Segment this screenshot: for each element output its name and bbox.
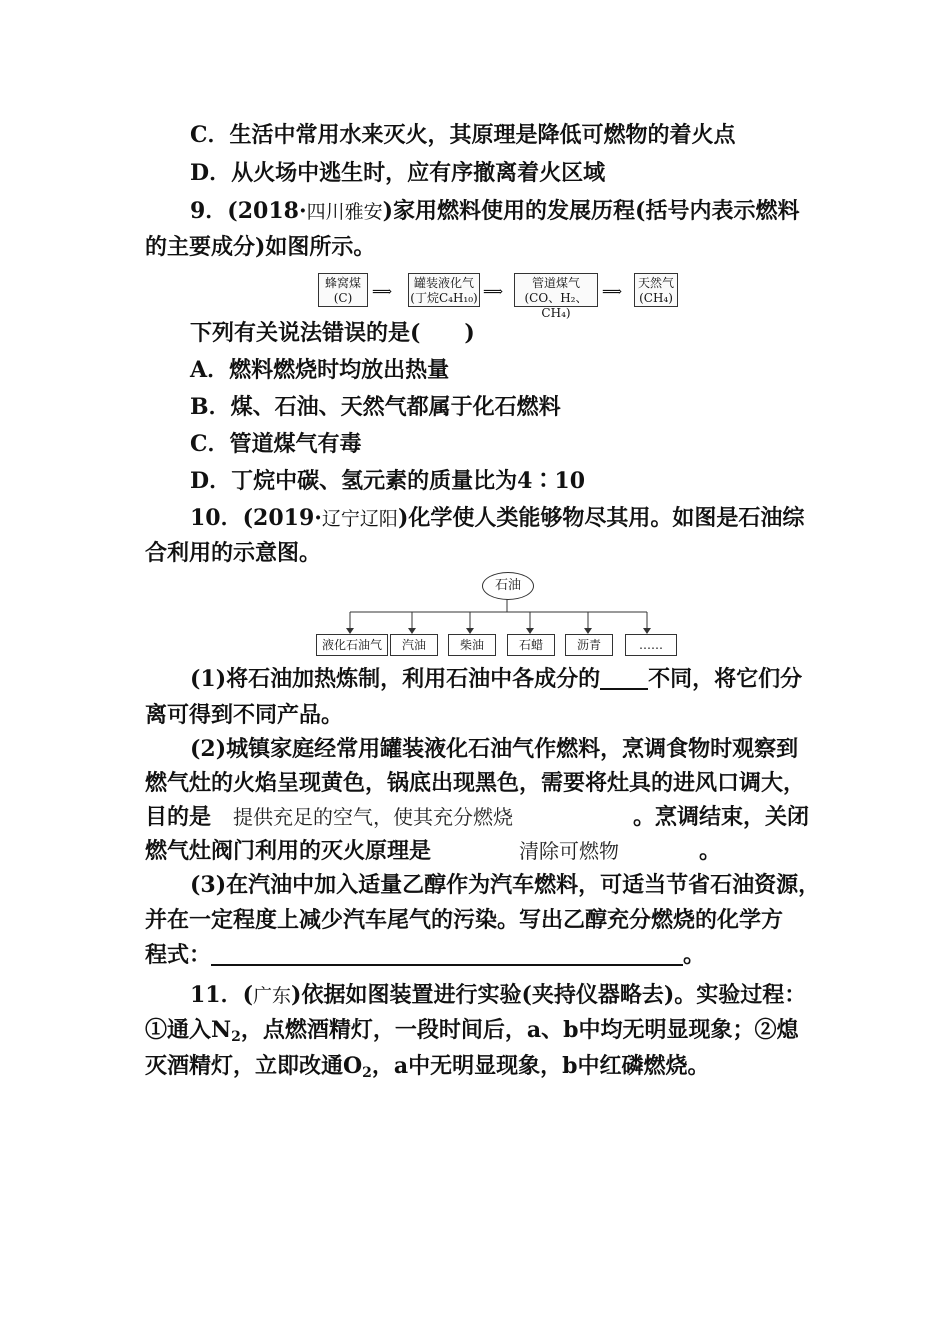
question-10-line2: 合利用的示意图。: [145, 540, 322, 566]
fuel-box-name: 罐装液化气: [413, 276, 474, 290]
q9-option-d: D．丁烷中碳、氢元素的质量比为4∶10: [190, 468, 586, 494]
part-2-line3: [145, 802, 815, 832]
q11-number: 11．(: [190, 982, 254, 1008]
question-9-title: [190, 196, 860, 227]
fuel-box-name: 蜂窝煤: [324, 276, 361, 290]
p2-principle-label: 燃气灶阀门利用的灭火原理是: [145, 838, 432, 864]
part-3-line3: [145, 940, 815, 970]
option-d-prev: D．从火场中逃生时，应有序撤离着火区域: [190, 160, 606, 186]
arrow-right-icon: ⟹: [372, 284, 393, 300]
q11-l2-a: ①通入N: [145, 1017, 232, 1043]
p3-equation-label: 程式：: [145, 942, 212, 968]
leaf-diesel: 柴油: [448, 634, 496, 656]
q9-source: 四川雅安: [306, 201, 383, 223]
fuel-box-formula: (CH₄): [639, 291, 673, 305]
petroleum-use-diagram: [310, 572, 690, 658]
leaf-lpg: 液化石油气: [316, 634, 388, 656]
leaf-more: ……: [625, 634, 677, 656]
q10-number: 10．(2019·: [190, 505, 322, 531]
q10-source: 辽宁辽阳: [321, 508, 398, 530]
option-c-prev: C．生活中常用水来灭火，其原理是降低可燃物的着火点: [190, 122, 736, 148]
fuel-box-name: 管道煤气: [531, 276, 580, 290]
part-3-line1: (3)在汽油中加入适量乙醇作为汽车燃料，可适当节省石油资源，: [190, 872, 821, 898]
question-9-line2: 的主要成分)如图所示。: [145, 234, 376, 260]
question-9-ask: 下列有关说法错误的是( ): [190, 320, 475, 346]
question-11-title: [190, 980, 860, 1011]
part-1-line1: [190, 664, 860, 694]
root-petroleum: 石油: [482, 572, 534, 600]
part-2-line4: [145, 836, 815, 866]
q9-number: 9．(2018·: [190, 198, 307, 224]
handwritten-answer-purpose[interactable]: 提供充足的空气，使其充分燃烧: [233, 805, 514, 829]
leaf-asphalt: 沥青: [565, 634, 613, 656]
fuel-box-natural-gas: [634, 273, 678, 307]
fuel-box-name: 天然气: [637, 276, 674, 290]
p2-purpose-post: 。烹调结束，关闭: [633, 804, 810, 830]
q11-l2-b: ，点燃酒精灯，一段时间后，a、b中均无明显现象；②熄: [240, 1017, 799, 1043]
answer-blank-1[interactable]: [600, 664, 648, 690]
question-11-line3: [145, 1051, 815, 1088]
question-11-line2: [145, 1015, 815, 1052]
fuel-box-lpg: [408, 273, 480, 307]
question-10-title: [190, 503, 860, 534]
arrow-right-icon: ⟹: [602, 284, 623, 300]
leaf-gasoline: 汽油: [390, 634, 438, 656]
answer-blank-equation[interactable]: [211, 940, 683, 966]
q11-l3-subscript: 2: [362, 1065, 372, 1081]
q11-l2-subscript: 2: [231, 1029, 241, 1045]
handwritten-answer-principle[interactable]: 清除可燃物: [519, 839, 620, 863]
q9-option-a: A．燃料燃烧时均放出热量: [190, 357, 450, 383]
q9-text: )家用燃料使用的发展历程(括号内表示燃料: [382, 198, 800, 224]
p2-principle-post: 。: [699, 838, 722, 864]
q10-text: )化学使人类能够物尽其用。如图是石油综: [397, 505, 805, 531]
part-3-line2: 并在一定程度上减少汽车尾气的污染。写出乙醇充分燃烧的化学方: [145, 907, 784, 933]
part-2-line1: (2)城镇家庭经常用罐装液化石油气作燃料，烹调食物时观察到: [190, 736, 799, 762]
p2-purpose-label: 目的是: [145, 804, 212, 830]
p1-text-b: 不同，将它们分: [648, 666, 803, 692]
arrow-right-icon: ⟹: [483, 284, 504, 300]
fuel-history-diagram: [318, 273, 678, 320]
part-2-line2: 燃气灶的火焰呈现黄色，锅底出现黑色，需要将灶具的进风口调大，: [145, 770, 806, 796]
p1-text-a: (1)将石油加热炼制，利用石油中各成分的: [190, 666, 601, 692]
leaf-paraffin: 石蜡: [507, 634, 555, 656]
fuel-box-formula: (CO、H₂、CH₄): [524, 291, 588, 320]
q11-l3-a: 灭酒精灯，立即改通O: [145, 1053, 363, 1079]
q9-option-c: C．管道煤气有毒: [190, 431, 362, 457]
q11-l3-b: ，a中无明显现象，b中红磷燃烧。: [371, 1053, 710, 1079]
fuel-box-formula: (C): [333, 291, 353, 305]
part-1-line2: 离可得到不同产品。: [145, 702, 344, 728]
fuel-box-honeycomb-coal: [318, 273, 368, 307]
p3-equation-post: 。: [683, 942, 706, 968]
fuel-box-coal-gas: [514, 273, 598, 320]
fuel-box-formula: (丁烷C₄H₁₀): [410, 291, 478, 305]
q11-source: 广东: [253, 985, 292, 1007]
q11-text: )依据如图装置进行实验(夹持仪器略去)。实验过程：: [291, 982, 807, 1008]
q9-option-b: B．煤、石油、天然气都属于化石燃料: [190, 394, 561, 420]
